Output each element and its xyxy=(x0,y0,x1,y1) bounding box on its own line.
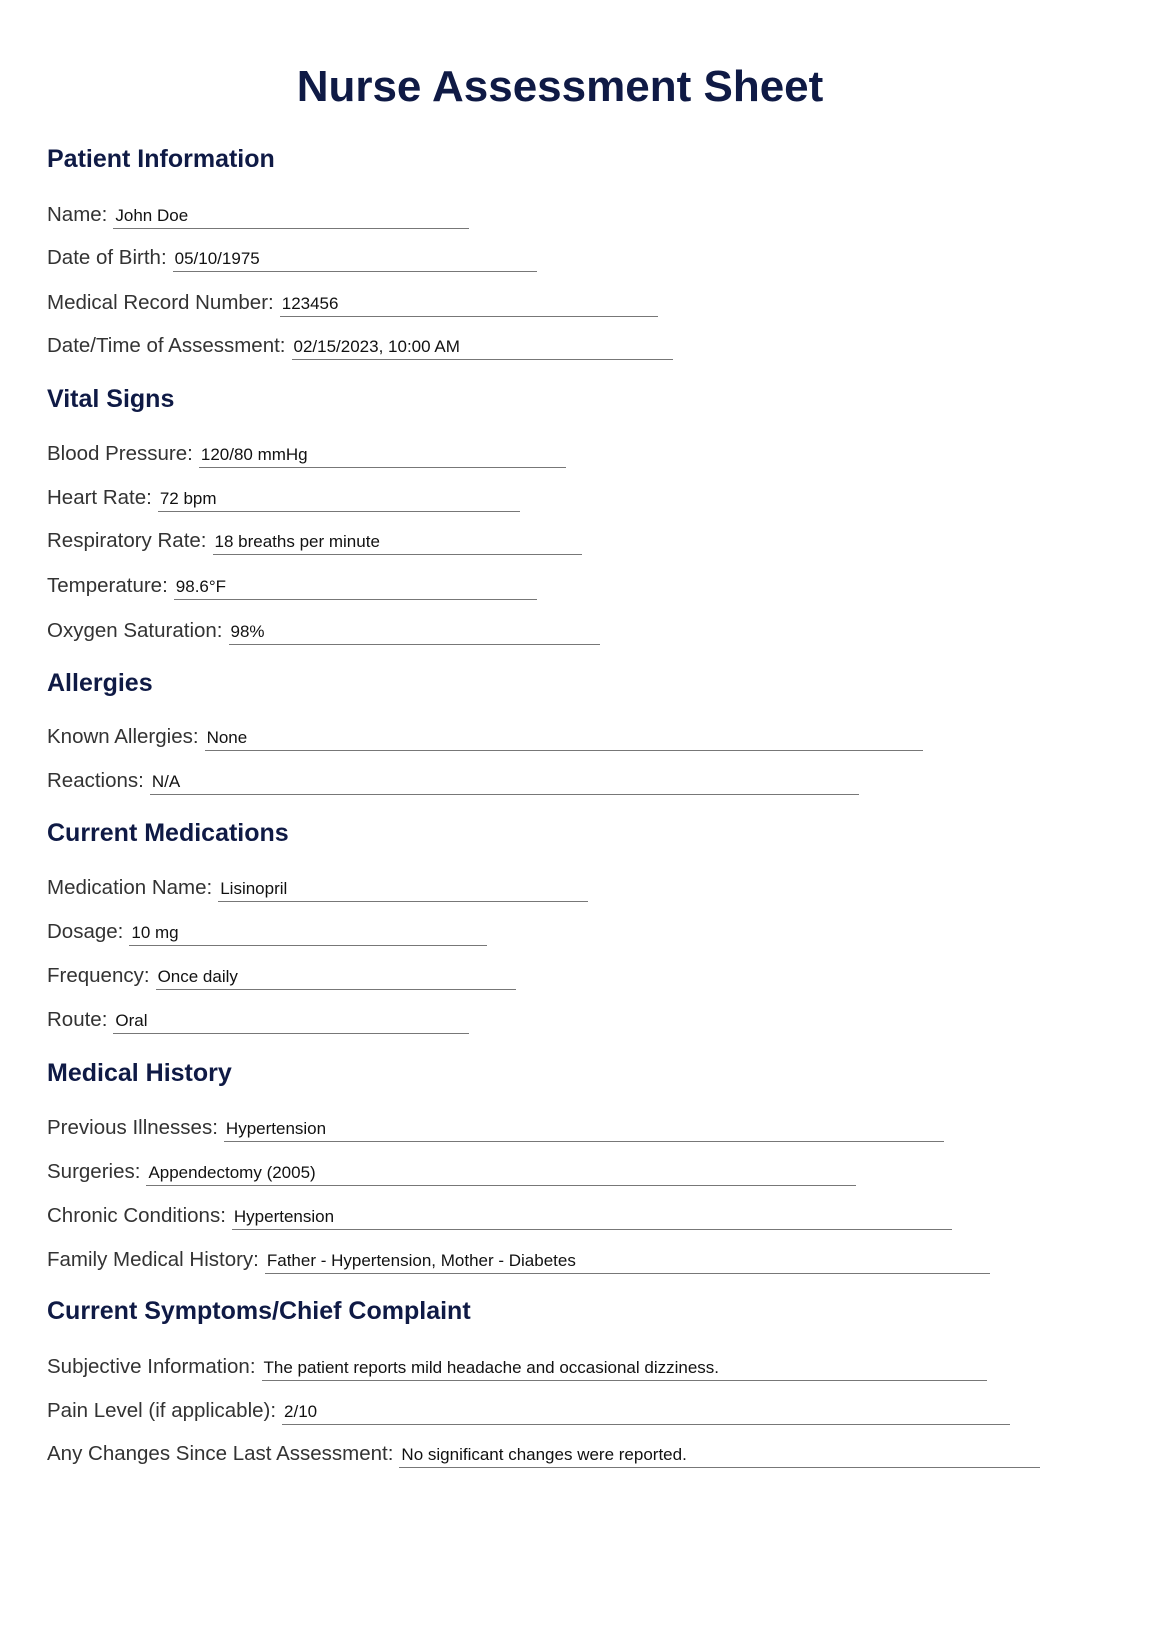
form-row xyxy=(47,287,658,315)
field-value[interactable]: John Doe xyxy=(113,206,469,229)
field-label: Oxygen Saturation: xyxy=(47,619,223,642)
field-label: Medical Record Number: xyxy=(47,291,274,314)
field-value[interactable]: No significant changes were reported. xyxy=(399,1445,1040,1468)
form-row xyxy=(47,872,588,900)
section-heading: Current Medications xyxy=(47,819,289,847)
field-label: Previous Illnesses: xyxy=(47,1116,218,1139)
form-row xyxy=(47,1395,1010,1423)
field-label: Frequency: xyxy=(47,964,150,987)
field-value[interactable]: 10 mg xyxy=(129,923,487,946)
field-label: Known Allergies: xyxy=(47,725,199,748)
field-value[interactable]: N/A xyxy=(150,772,859,795)
field-label: Route: xyxy=(47,1008,108,1031)
field-value[interactable]: 18 breaths per minute xyxy=(213,532,582,555)
field-value[interactable]: Once daily xyxy=(156,967,516,990)
field-value[interactable]: Father - Hypertension, Mother - Diabetes xyxy=(265,1251,990,1274)
form-row xyxy=(47,1244,990,1272)
field-label: Respiratory Rate: xyxy=(47,529,207,552)
field-value[interactable]: Hypertension xyxy=(224,1119,944,1142)
field-value[interactable]: 72 bpm xyxy=(158,489,520,512)
form-row xyxy=(47,615,600,643)
field-label: Family Medical History: xyxy=(47,1248,259,1271)
field-label: Subjective Information: xyxy=(47,1355,256,1378)
field-value[interactable]: Appendectomy (2005) xyxy=(146,1163,856,1186)
field-value[interactable]: Lisinopril xyxy=(218,879,588,902)
form-row xyxy=(47,570,537,598)
form-row xyxy=(47,1156,856,1184)
form-row xyxy=(47,242,537,270)
section-heading: Patient Information xyxy=(47,145,275,173)
form-row xyxy=(47,438,566,466)
form-row xyxy=(47,199,469,227)
field-label: Surgeries: xyxy=(47,1160,141,1183)
form-row xyxy=(47,721,923,749)
section-heading: Allergies xyxy=(47,669,153,697)
form-row xyxy=(47,1351,987,1379)
field-label: Chronic Conditions: xyxy=(47,1204,226,1227)
form-row xyxy=(47,1112,944,1140)
field-value[interactable]: 98.6°F xyxy=(174,577,537,600)
field-value[interactable]: 98% xyxy=(229,622,601,645)
form-row xyxy=(47,1200,952,1228)
field-label: Name: xyxy=(47,203,108,226)
field-label: Dosage: xyxy=(47,920,124,943)
field-value[interactable]: 120/80 mmHg xyxy=(199,445,566,468)
section-heading: Current Symptoms/Chief Complaint xyxy=(47,1297,471,1325)
field-label: Reactions: xyxy=(47,769,144,792)
field-label: Blood Pressure: xyxy=(47,442,193,465)
field-label: Pain Level (if applicable): xyxy=(47,1399,277,1422)
field-value[interactable]: 05/10/1975 xyxy=(173,249,537,272)
field-label: Date of Birth: xyxy=(47,246,167,269)
section-heading: Vital Signs xyxy=(47,385,175,413)
form-row xyxy=(47,1438,1040,1466)
field-value[interactable]: Hypertension xyxy=(232,1207,952,1230)
form-row xyxy=(47,916,487,944)
field-label: Date/Time of Assessment: xyxy=(47,334,286,357)
field-label: Temperature: xyxy=(47,574,168,597)
form-row xyxy=(47,765,859,793)
field-label: Heart Rate: xyxy=(47,486,152,509)
field-value[interactable]: 2/10 xyxy=(282,1402,1010,1425)
form-row xyxy=(47,1004,469,1032)
form-row xyxy=(47,525,582,553)
field-value[interactable]: Oral xyxy=(113,1011,469,1034)
field-label: Any Changes Since Last Assessment: xyxy=(47,1442,394,1465)
page-title: Nurse Assessment Sheet xyxy=(296,62,824,111)
form-row xyxy=(47,330,673,358)
section-heading: Medical History xyxy=(47,1059,232,1087)
field-value[interactable]: 123456 xyxy=(280,294,658,317)
form-row xyxy=(47,482,520,510)
field-value[interactable]: The patient reports mild headache and occasional dizziness. xyxy=(262,1358,987,1381)
field-label: Medication Name: xyxy=(47,876,213,899)
form-row xyxy=(47,960,516,988)
field-value[interactable]: 02/15/2023, 10:00 AM xyxy=(292,337,674,360)
field-value[interactable]: None xyxy=(205,728,923,751)
